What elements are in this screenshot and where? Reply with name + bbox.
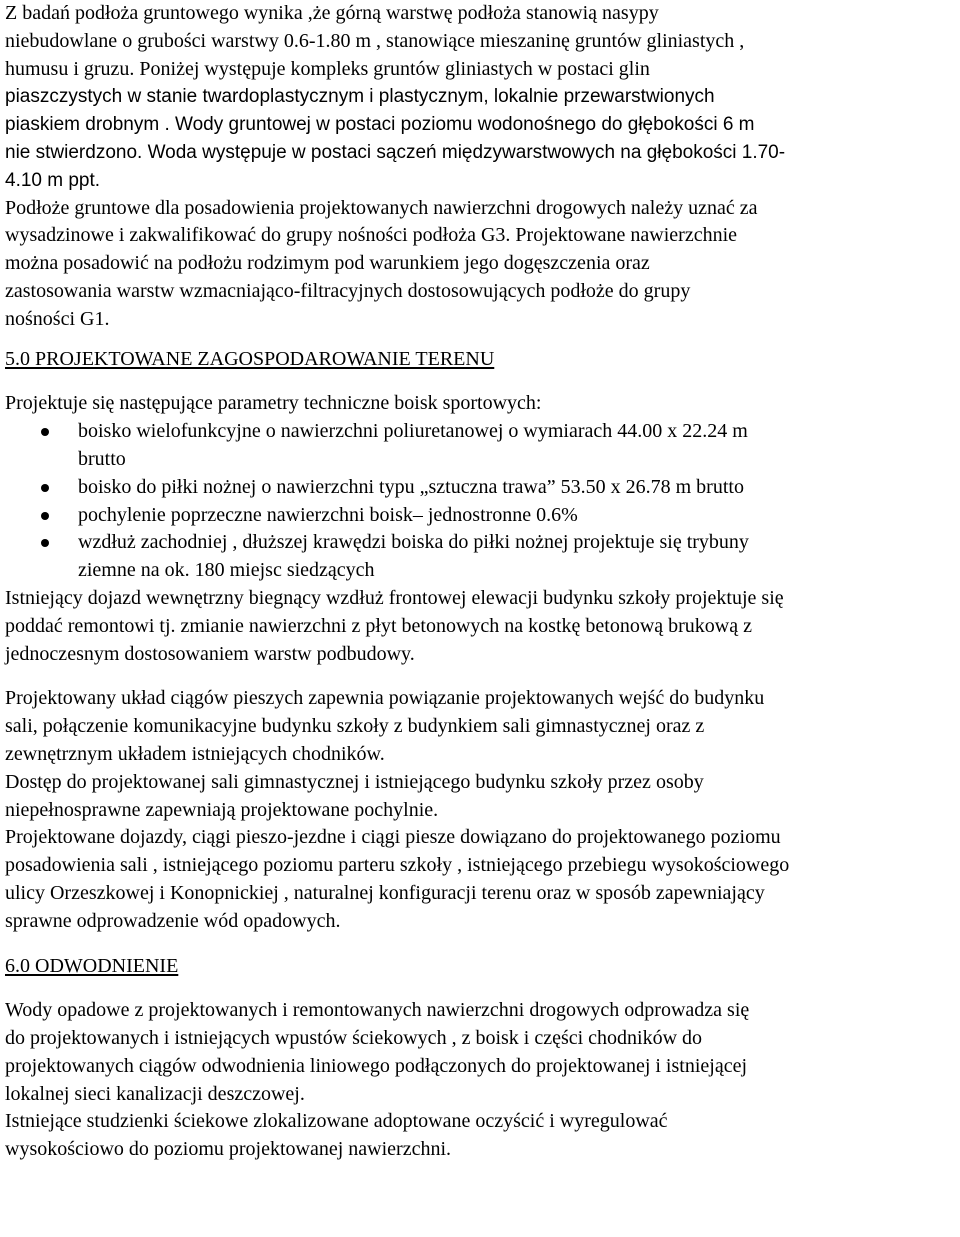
drainage-paragraph — [5, 997, 955, 1108]
text-line: Z badań podłoża gruntowego wynika ,że górną warstwę podłoża stanowią nasypy — [5, 2, 659, 24]
text-line: poddać remontowi tj. zmianie nawierzchni z płyt betonowych na kostkę betonową brukową z — [5, 614, 752, 637]
bullet-icon — [41, 428, 49, 436]
text-line: humusu i gruzu. Poniżej występuje kompleks gruntów gliniastych w postaci glin — [5, 57, 650, 80]
list-item-line: boisko wielofunkcyjne o nawierzchni poliuretanowej o wymiarach 44.00 x 22.24 m — [78, 420, 748, 443]
text-line: Wody opadowe z projektowanych i remontowanych nawierzchni drogowych odprowadza się — [5, 999, 750, 1022]
section-5-intro: Projektuje się następujące parametry techniczne boisk sportowych: — [5, 392, 542, 415]
text-line: nie stwierdzono. Woda występuje w postaci sączeń międzywarstwowych na głębokości 1.70- — [5, 141, 786, 163]
text-line: wysokościowo do poziomu projektowanej nawierzchni. — [5, 1138, 452, 1161]
list-item-line: ziemne na ok. 180 miejsc siedzących — [78, 559, 375, 582]
levels-paragraph — [5, 824, 955, 935]
text-line: jednoczesnym dostosowaniem warstw podbudowy. — [5, 642, 415, 665]
text-line: Dostęp do projektowanej sali gimnastycznej i istniejącego budynku szkoły przez osoby — [5, 770, 704, 793]
text-line: niebudowlane o grubości warstwy 0.6-1.80 m , stanowiące mieszaninę gruntów gliniastych , — [5, 29, 745, 52]
section-6-heading: 6.0 ODWODNIENIE — [5, 954, 179, 977]
text-line: Istniejące studzienki ściekowe zlokalizowane adoptowane oczyścić i wyregulować — [5, 1110, 668, 1133]
text-line: niepełnosprawne zapewniają projektowane pochylnie. — [5, 798, 439, 821]
text-line: posadowienia sali , istniejącego poziomu parteru szkoły , istniejącego przebiegu wysokościowego — [5, 854, 790, 877]
document-page — [5, 0, 955, 1164]
text-line: nośności G1. — [5, 307, 110, 330]
text-line: sali, połączenie komunikacyjne budynku szkoły z budynkiem sali gimnastycznej oraz z — [5, 715, 705, 738]
wells-paragraph — [5, 1108, 955, 1164]
list-item-line: wzdłuż zachodniej , dłuższej krawędzi boiska do piłki nożnej projektuje się trybuny — [78, 531, 749, 554]
paths-paragraph — [5, 685, 955, 768]
list-item-line: brutto — [78, 447, 126, 470]
text-line: do projektowanych i istniejących wpustów ściekowych , z boisk i części chodników do — [5, 1027, 703, 1050]
text-line: lokalnej sieci kanalizacji deszczowej. — [5, 1082, 305, 1105]
text-line: 4.10 m ppt. — [5, 169, 101, 191]
text-line: sprawne odprowadzenie wód opadowych. — [5, 909, 341, 932]
list-item — [5, 418, 955, 474]
text-line: piaskiem drobnym . Wody gruntowej w postaci poziomu wodonośnego do głębokości 6 m — [5, 114, 755, 136]
text-line: ulicy Orzeszkowej i Konopnickiej , naturalnej konfiguracji terenu oraz w sposób zapewniający — [5, 881, 765, 904]
list-item — [5, 502, 955, 530]
bullet-icon — [41, 539, 49, 547]
text-line: można posadowić na podłożu rodzimym pod warunkiem jego dogęszczenia oraz — [5, 252, 650, 275]
text-line: Istniejący dojazd wewnętrzny biegnący wzdłuż frontowej elewacji budynku szkoły projektuje się — [5, 586, 784, 609]
road-paragraph — [5, 585, 955, 668]
list-item — [5, 529, 955, 585]
bullet-icon — [41, 484, 49, 492]
text-line: zewnętrznym układem istniejących chodników. — [5, 742, 385, 765]
list-item-line: pochylenie poprzeczne nawierzchni boisk– jednostronne 0.6% — [78, 503, 578, 526]
text-line: piaszczystych w stanie twardoplastycznym i plastycznym, lokalnie przewarstwionych — [5, 86, 715, 108]
list-item — [5, 474, 955, 502]
parameters-list — [5, 418, 955, 585]
bullet-icon — [41, 512, 49, 520]
soil-paragraph — [5, 0, 955, 334]
text-line: Podłoże gruntowe dla posadowienia projektowanych nawierzchni drogowych należy uznać za — [5, 196, 758, 219]
access-paragraph — [5, 769, 955, 825]
text-line: wysadzinowe i zakwalifikować do grupy nośności podłoża G3. Projektowane nawierzchnie — [5, 224, 738, 247]
text-line: projektowanych ciągów odwodnienia liniowego podłączonych do projektowanej i istniejącej — [5, 1054, 748, 1077]
section-5-heading: 5.0 PROJEKTOWANE ZAGOSPODAROWANIE TERENU — [5, 347, 495, 370]
list-item-line: boisko do piłki nożnej o nawierzchni typu „sztuczna trawa” 53.50 x 26.78 m brutto — [78, 475, 744, 498]
text-line: Projektowany układ ciągów pieszych zapewnia powiązanie projektowanych wejść do budynku — [5, 687, 765, 710]
text-line: Projektowane dojazdy, ciągi pieszo-jezdne i ciągi piesze dowiązano do projektowanego poziomu — [5, 826, 781, 849]
text-line: zastosowania warstw wzmacniająco-filtracyjnych dostosowujących podłoże do grupy — [5, 279, 691, 302]
